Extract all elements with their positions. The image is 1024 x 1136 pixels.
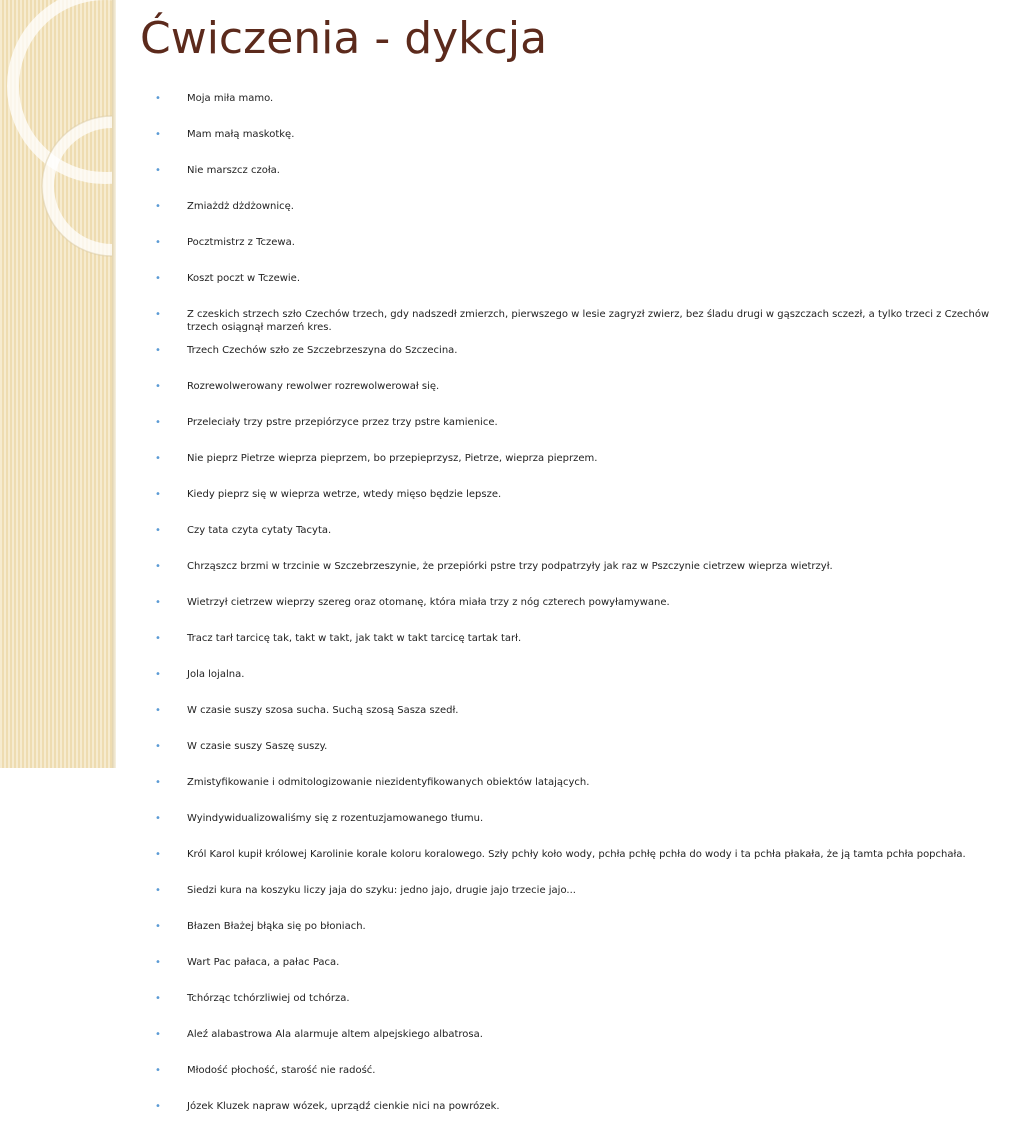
bullet-icon: •	[155, 561, 161, 572]
exercise-list	[154, 92, 1016, 1136]
bullet-icon: •	[155, 741, 161, 752]
bullet-icon: •	[155, 417, 161, 428]
bullet-icon: •	[155, 309, 161, 320]
exercise-text: Wart Pac pałaca, a pałac Paca.	[187, 957, 340, 968]
bullet-icon: •	[155, 129, 161, 140]
exercise-item	[154, 128, 1016, 164]
exercise-text: Czy tata czyta cytaty Tacyta.	[187, 525, 332, 536]
exercise-item	[154, 956, 1016, 992]
side-panel-edge	[112, 0, 116, 768]
exercise-item	[154, 488, 1016, 524]
exercise-item	[154, 740, 1016, 776]
exercise-text: Z czeskich strzech szło Czechów trzech, gdy nadszedł zmierzch, pierwszego w lesie zagryzł zwierz, bez śladu drugi w gąszczach sczezł, a tylko trzeci z Czechów trzech osiągnął marzeń kres.	[187, 309, 990, 333]
exercise-item	[154, 776, 1016, 812]
exercise-text: Tracz tarł tarcicę tak, takt w takt, jak takt w takt tarcicę tartak tarł.	[187, 633, 522, 644]
bullet-icon: •	[155, 237, 161, 248]
exercise-item	[154, 236, 1016, 272]
bullet-icon: •	[155, 705, 161, 716]
bullet-icon: •	[155, 849, 161, 860]
bullet-icon: •	[155, 1065, 161, 1076]
exercise-item	[154, 452, 1016, 488]
exercise-text: Rozrewolwerowany rewolwer rozrewolwerował się.	[187, 381, 440, 392]
exercise-text: Aleź alabastrowa Ala alarmuje altem alpejskiego albatrosa.	[187, 1029, 483, 1040]
exercise-item	[154, 920, 1016, 956]
exercise-item	[154, 884, 1016, 920]
bullet-icon: •	[155, 201, 161, 212]
bullet-icon: •	[155, 993, 161, 1004]
bullet-icon: •	[155, 633, 161, 644]
exercise-text: Zmiażdż dżdżownicę.	[187, 201, 294, 212]
exercise-text: Trzech Czechów szło ze Szczebrzeszyna do Szczecina.	[187, 345, 458, 356]
exercise-item	[154, 416, 1016, 452]
slide-title: Ćwiczenia - dykcja	[140, 13, 548, 64]
exercise-text: Błazen Błażej błąka się po błoniach.	[187, 921, 366, 932]
exercise-item	[154, 164, 1016, 200]
exercise-text: Tchórząc tchórzliwiej od tchórza.	[187, 993, 350, 1004]
bullet-icon: •	[155, 1101, 161, 1112]
exercise-item	[154, 524, 1016, 560]
bullet-icon: •	[155, 597, 161, 608]
exercise-item	[154, 308, 1016, 344]
exercise-text: W czasie suszy szosa sucha. Suchą szosą Sasza szedł.	[187, 705, 459, 716]
bullet-icon: •	[155, 489, 161, 500]
exercise-item	[154, 1100, 1016, 1136]
exercise-item	[154, 992, 1016, 1028]
bullet-icon: •	[155, 381, 161, 392]
exercise-item	[154, 812, 1016, 848]
decorative-rings	[0, 0, 112, 768]
exercise-item	[154, 632, 1016, 668]
exercise-item	[154, 704, 1016, 740]
exercise-item	[154, 848, 1016, 884]
exercise-text: Wietrzył cietrzew wieprzy szereg oraz otomanę, która miała trzy z nóg czterech powyłamywane.	[187, 597, 670, 608]
bullet-icon: •	[155, 93, 161, 104]
exercise-item	[154, 344, 1016, 380]
exercise-item	[154, 668, 1016, 704]
exercise-text: Nie marszcz czoła.	[187, 165, 280, 176]
exercise-text: Józek Kluzek napraw wózek, uprządź cienkie nici na powrózek.	[187, 1101, 500, 1112]
exercise-text: Młodość płochość, starość nie radość.	[187, 1065, 376, 1076]
exercise-item	[154, 92, 1016, 128]
bullet-icon: •	[155, 813, 161, 824]
decorative-side-panel	[0, 0, 112, 768]
exercise-text: Pocztmistrz z Tczewa.	[187, 237, 295, 248]
bullet-icon: •	[155, 165, 161, 176]
exercise-text: Jola lojalna.	[187, 669, 245, 680]
bullet-icon: •	[155, 345, 161, 356]
exercise-item	[154, 272, 1016, 308]
bullet-icon: •	[155, 885, 161, 896]
exercise-text: Mam małą maskotkę.	[187, 129, 295, 140]
bullet-icon: •	[155, 669, 161, 680]
exercise-item	[154, 1064, 1016, 1100]
exercise-item	[154, 200, 1016, 236]
exercise-text: Przeleciały trzy pstre przepiórzyce przez trzy pstre kamienice.	[187, 417, 498, 428]
exercise-text: Zmistyfikowanie i odmitologizowanie niezidentyfikowanych obiektów latających.	[187, 777, 590, 788]
bullet-icon: •	[155, 957, 161, 968]
bullet-icon: •	[155, 1029, 161, 1040]
exercise-text: Nie pieprz Pietrze wieprza pieprzem, bo przepieprzysz, Pietrze, wieprza pieprzem.	[187, 453, 598, 464]
exercise-item	[154, 596, 1016, 632]
bullet-icon: •	[155, 273, 161, 284]
exercise-item	[154, 560, 1016, 596]
bullet-icon: •	[155, 777, 161, 788]
exercise-text: W czasie suszy Saszę suszy.	[187, 741, 328, 752]
exercise-text: Chrząszcz brzmi w trzcinie w Szczebrzeszynie, że przepiórki pstre trzy podpatrzyły jak raz w Pszczynie cietrzew wieprza wietrzył.	[187, 561, 833, 572]
exercise-text: Wyindywidualizowaliśmy się z rozentuzjamowanego tłumu.	[187, 813, 484, 824]
exercise-text: Kiedy pieprz się w wieprza wetrze, wtedy mięso będzie lepsze.	[187, 489, 502, 500]
exercise-text: Siedzi kura na koszyku liczy jaja do szyku: jedno jajo, drugie jajo trzecie jajo...	[187, 885, 576, 896]
exercise-text: Koszt poczt w Tczewie.	[187, 273, 301, 284]
bullet-icon: •	[155, 453, 161, 464]
exercise-text: Moja miła mamo.	[187, 93, 274, 104]
exercise-item	[154, 1028, 1016, 1064]
exercise-text: Król Karol kupił królowej Karolinie korale koloru koralowego. Szły pchły koło wody, pchła pchłę pchła do wody i ta pchła płakała, że ją tamta pchła popchała.	[187, 849, 966, 860]
bullet-icon: •	[155, 525, 161, 536]
bullet-icon: •	[155, 921, 161, 932]
exercise-item	[154, 380, 1016, 416]
